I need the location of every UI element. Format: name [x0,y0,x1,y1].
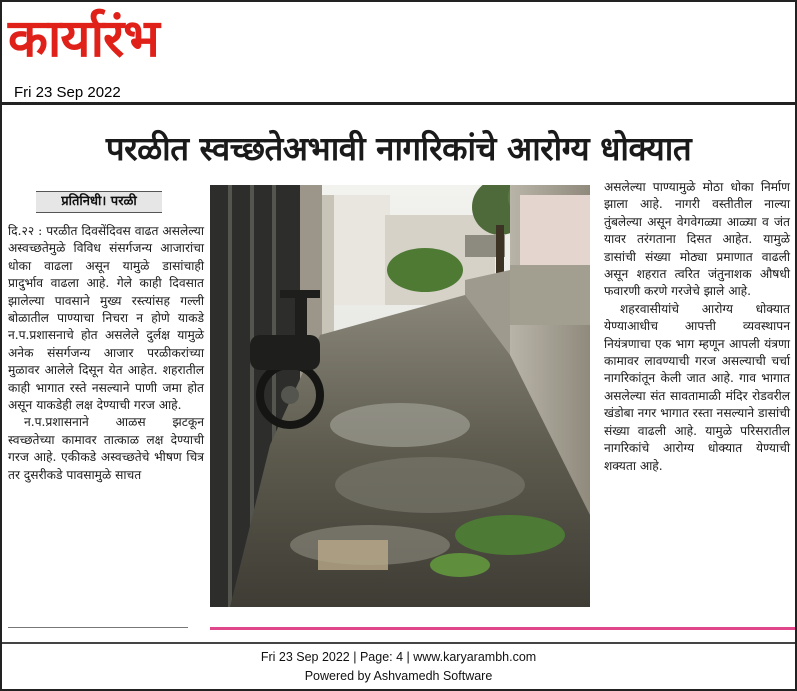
accent-divider [210,627,795,630]
masthead [2,2,795,102]
column-divider [8,627,188,628]
article-column-left [8,223,204,484]
article-column-right [604,179,790,475]
page-footer [0,648,797,686]
article-clipping [2,105,795,639]
article-paragraph: दि.२२ : परळीत दिवसेंदिवस वाढत असलेल्या अस्वच्छतेमुळे विविध संसर्गजन्य आजारांचा धोका वाढला असून यामुळे डासांचाही प्रादुर्भाव वाढला आहे. गेले काही दिवसात झालेल्या पावसाने मुख्य रस्त्यांसह गल्ली बोळातील पाण्याचा निचरा न होणे याकडे न.प.प्रशासनाचे होत असलेले दुर्लक्ष यामुळे अनेक संसर्गजन्य आजार परळीकरांच्या मुळावर आलेले दिसून येत आहेत. शहरातील काही भागात रस्ते नसल्याने पाणी जमा होत असून याकडेही लक्ष देण्याची गरज आहे. [8,224,204,413]
edition-date: Fri 23 Sep 2022 [14,84,121,101]
article-headline: परळीत स्वच्छतेअभावी नागरिकांचे आरोग्य धोक्यात [105,129,692,168]
footer-page-info[interactable]: Fri 23 Sep 2022 | Page: 4 | www.karyarambh.com [260,650,537,664]
article-paragraph: असलेल्या पाण्यामुळे मोठा धोका निर्माण झाला आहे. नागरी वस्तीतील नाल्या तुंबलेल्या असून वेगवेगळ्या आळ्या व जंत यावर तरंगताना दिसत आहेत. यामुळे डासांची संख्या मोठ्या प्रमाणात वाढली असून शहरात त्वरित जंतुनाशक औषधी फवारणी करणे गरजेचे झाले आहे. [604,180,790,299]
article-photo [210,185,590,607]
newspaper-logo[interactable]: कार्यारंभ [8,9,159,69]
article-paragraph: शहरवासीयांचे आरोग्य धोक्यात येण्याआधीच आपत्ती व्यवस्थापन नियंत्रणाचा एक भाग म्हणून आपली यंत्रणा कामावर लावण्याची गरज असल्याची चर्चा नागरिकांतून केली जात आहे. गाव भागात असलेल्या संत सावतामाळी मंदिर रोडवरील खंडोबा नगर भागात रस्ता नसल्याने डासांची संख्या वाढली आहे. यामुळे परिसरातील नागरिकांचे आरोग्य धोक्यात येण्याची शक्यता आहे. [604,301,790,473]
footer-divider [2,642,795,644]
footer-credit: Powered by Ashvamedh Software [304,669,493,683]
article-paragraph: न.प.प्रशासनाने आळस झटकून स्वच्छतेच्या कामावर तात्काळ लक्ष देण्याची गरज आहे. एकीकडे अस्वच्छतेचे भीषण चित्र तर दुसरीकडे पावसामुळे साचत [8,415,204,482]
article-byline: प्रतिनिधी। परळी [36,191,162,213]
